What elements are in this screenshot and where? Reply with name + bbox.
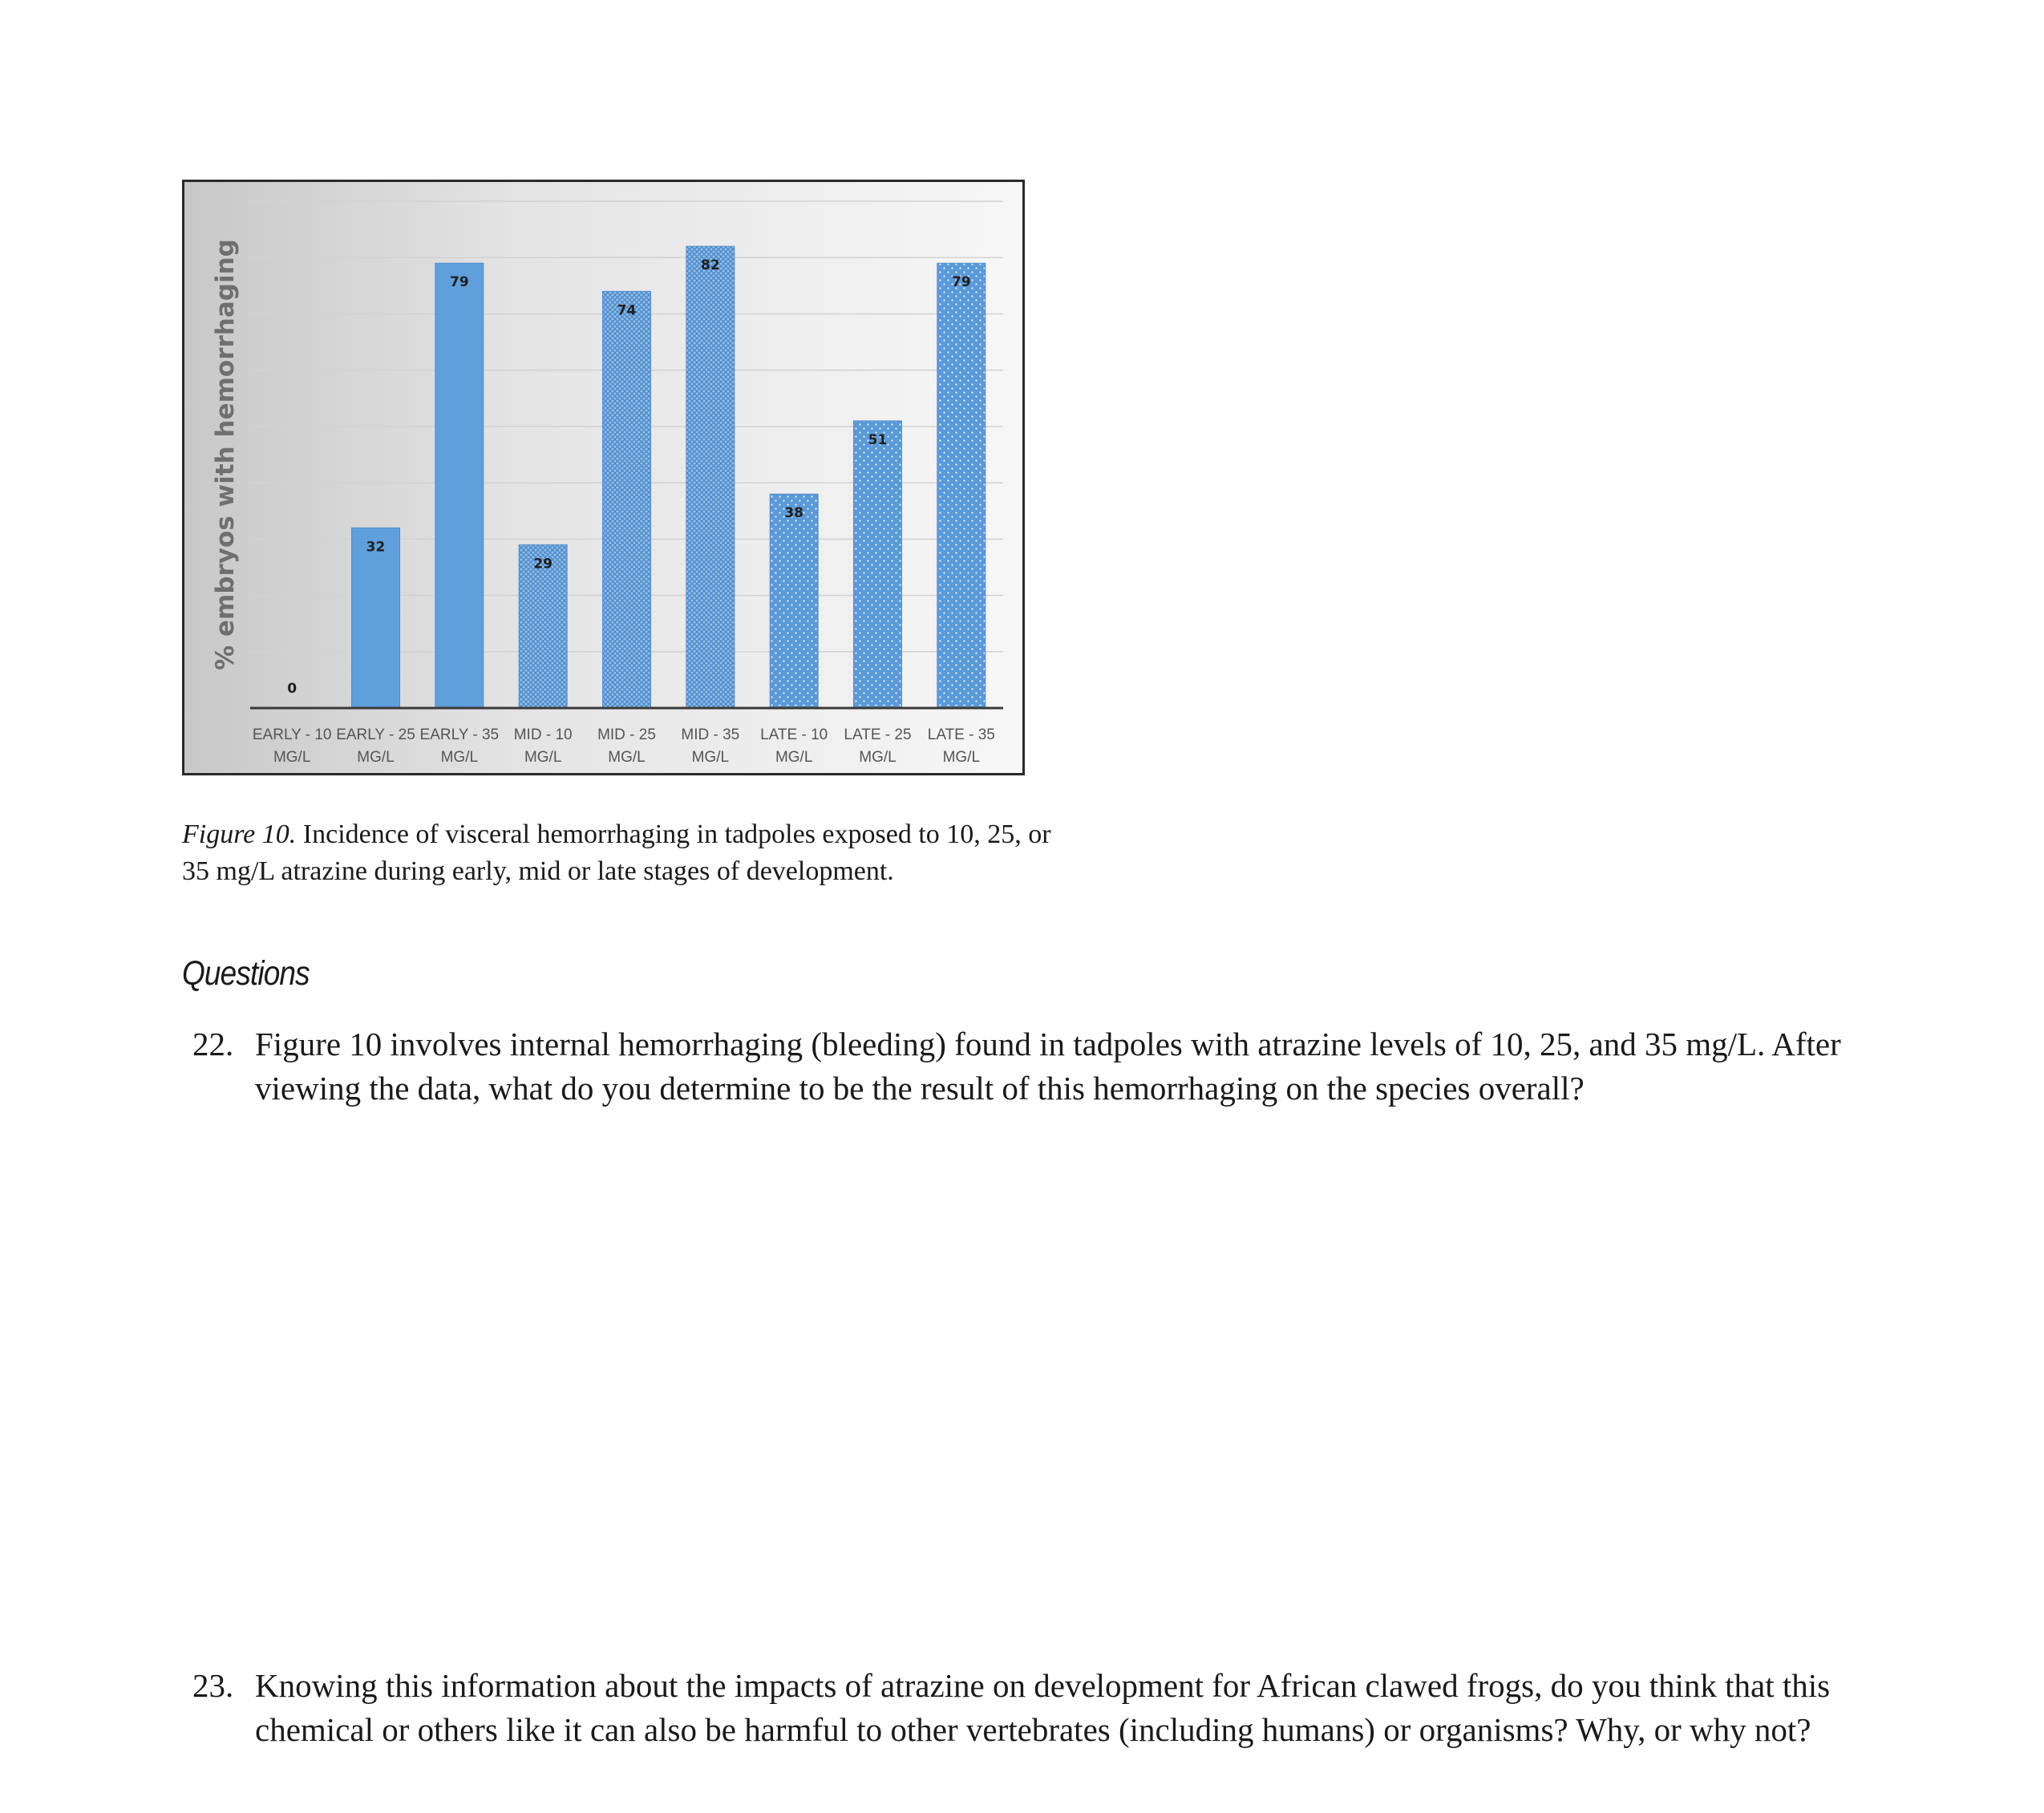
x-tick-label: EARLY - 10 bbox=[252, 726, 332, 743]
x-tick-label: MG/L bbox=[440, 749, 479, 766]
x-tick-label: MG/L bbox=[524, 749, 562, 766]
bar-late-35 bbox=[937, 263, 986, 708]
questions-heading: Questions bbox=[182, 954, 310, 993]
bar-mid-35 bbox=[686, 246, 735, 708]
data-label: 29 bbox=[533, 556, 553, 573]
data-label: 74 bbox=[617, 302, 637, 319]
x-tick-label: MG/L bbox=[608, 749, 646, 766]
x-tick-label: MG/L bbox=[859, 749, 897, 766]
question-number: 23. bbox=[192, 1667, 234, 1704]
x-tick-label: MG/L bbox=[775, 749, 813, 766]
question-number: 22. bbox=[192, 1026, 234, 1062]
x-tick-label: MG/L bbox=[942, 749, 981, 766]
bar-chart bbox=[184, 182, 1022, 773]
figure-label: Figure 10. bbox=[182, 819, 297, 849]
question-text: Knowing this information about the impacts of atrazine on development for African clawed frogs, do you think that this chemical or others like it can also be harmful to other vertebrates (including humans) or organisms? Why, or why not? bbox=[255, 1667, 1831, 1748]
bars bbox=[287, 246, 986, 708]
data-label: 79 bbox=[951, 274, 971, 291]
x-tick-label: LATE - 35 bbox=[927, 726, 995, 743]
data-label: 51 bbox=[868, 431, 888, 448]
x-tick-label: MID - 10 bbox=[513, 726, 573, 743]
x-tick-label: MG/L bbox=[357, 749, 395, 766]
x-tick-label: MID - 35 bbox=[681, 726, 740, 743]
x-tick-label: MID - 25 bbox=[597, 726, 656, 743]
bar-late-25 bbox=[854, 421, 902, 708]
figure-caption bbox=[182, 816, 1072, 890]
x-tick-label: EARLY - 25 bbox=[336, 726, 415, 743]
x-tick-label: LATE - 10 bbox=[760, 726, 828, 743]
x-tick-label: EARLY - 35 bbox=[419, 726, 500, 743]
bar-mid-25 bbox=[603, 291, 651, 708]
data-label: 0 bbox=[287, 681, 297, 697]
data-label: 32 bbox=[366, 539, 386, 556]
question-22 bbox=[192, 1022, 1892, 1111]
caption-text: Incidence of visceral hemorrhaging in tadpoles exposed to 10, 25, or 35 mg/L atrazine during early, mid or late stages of development. bbox=[182, 819, 1051, 886]
x-tick-label: LATE - 25 bbox=[844, 726, 912, 743]
bar-late-10 bbox=[770, 494, 818, 708]
x-tick-labels bbox=[253, 726, 995, 766]
figure-10-chart bbox=[182, 180, 1025, 775]
question-23 bbox=[192, 1664, 1892, 1752]
x-tick-label: MG/L bbox=[691, 749, 730, 766]
y-axis-title: % embryos with hemorrhaging bbox=[211, 239, 240, 670]
data-label: 38 bbox=[784, 505, 804, 522]
data-label: 79 bbox=[449, 274, 469, 291]
x-tick-label: MG/L bbox=[273, 749, 311, 766]
bar-early-35 bbox=[435, 263, 484, 708]
data-label: 82 bbox=[700, 257, 720, 274]
question-text: Figure 10 involves internal hemorrhaging (bleeding) found in tadpoles with atrazine levels of 10, 25, and 35 mg/L. After viewing the data, what do you determine to be the result of this hemorrhaging on the species overall? bbox=[255, 1026, 1841, 1107]
